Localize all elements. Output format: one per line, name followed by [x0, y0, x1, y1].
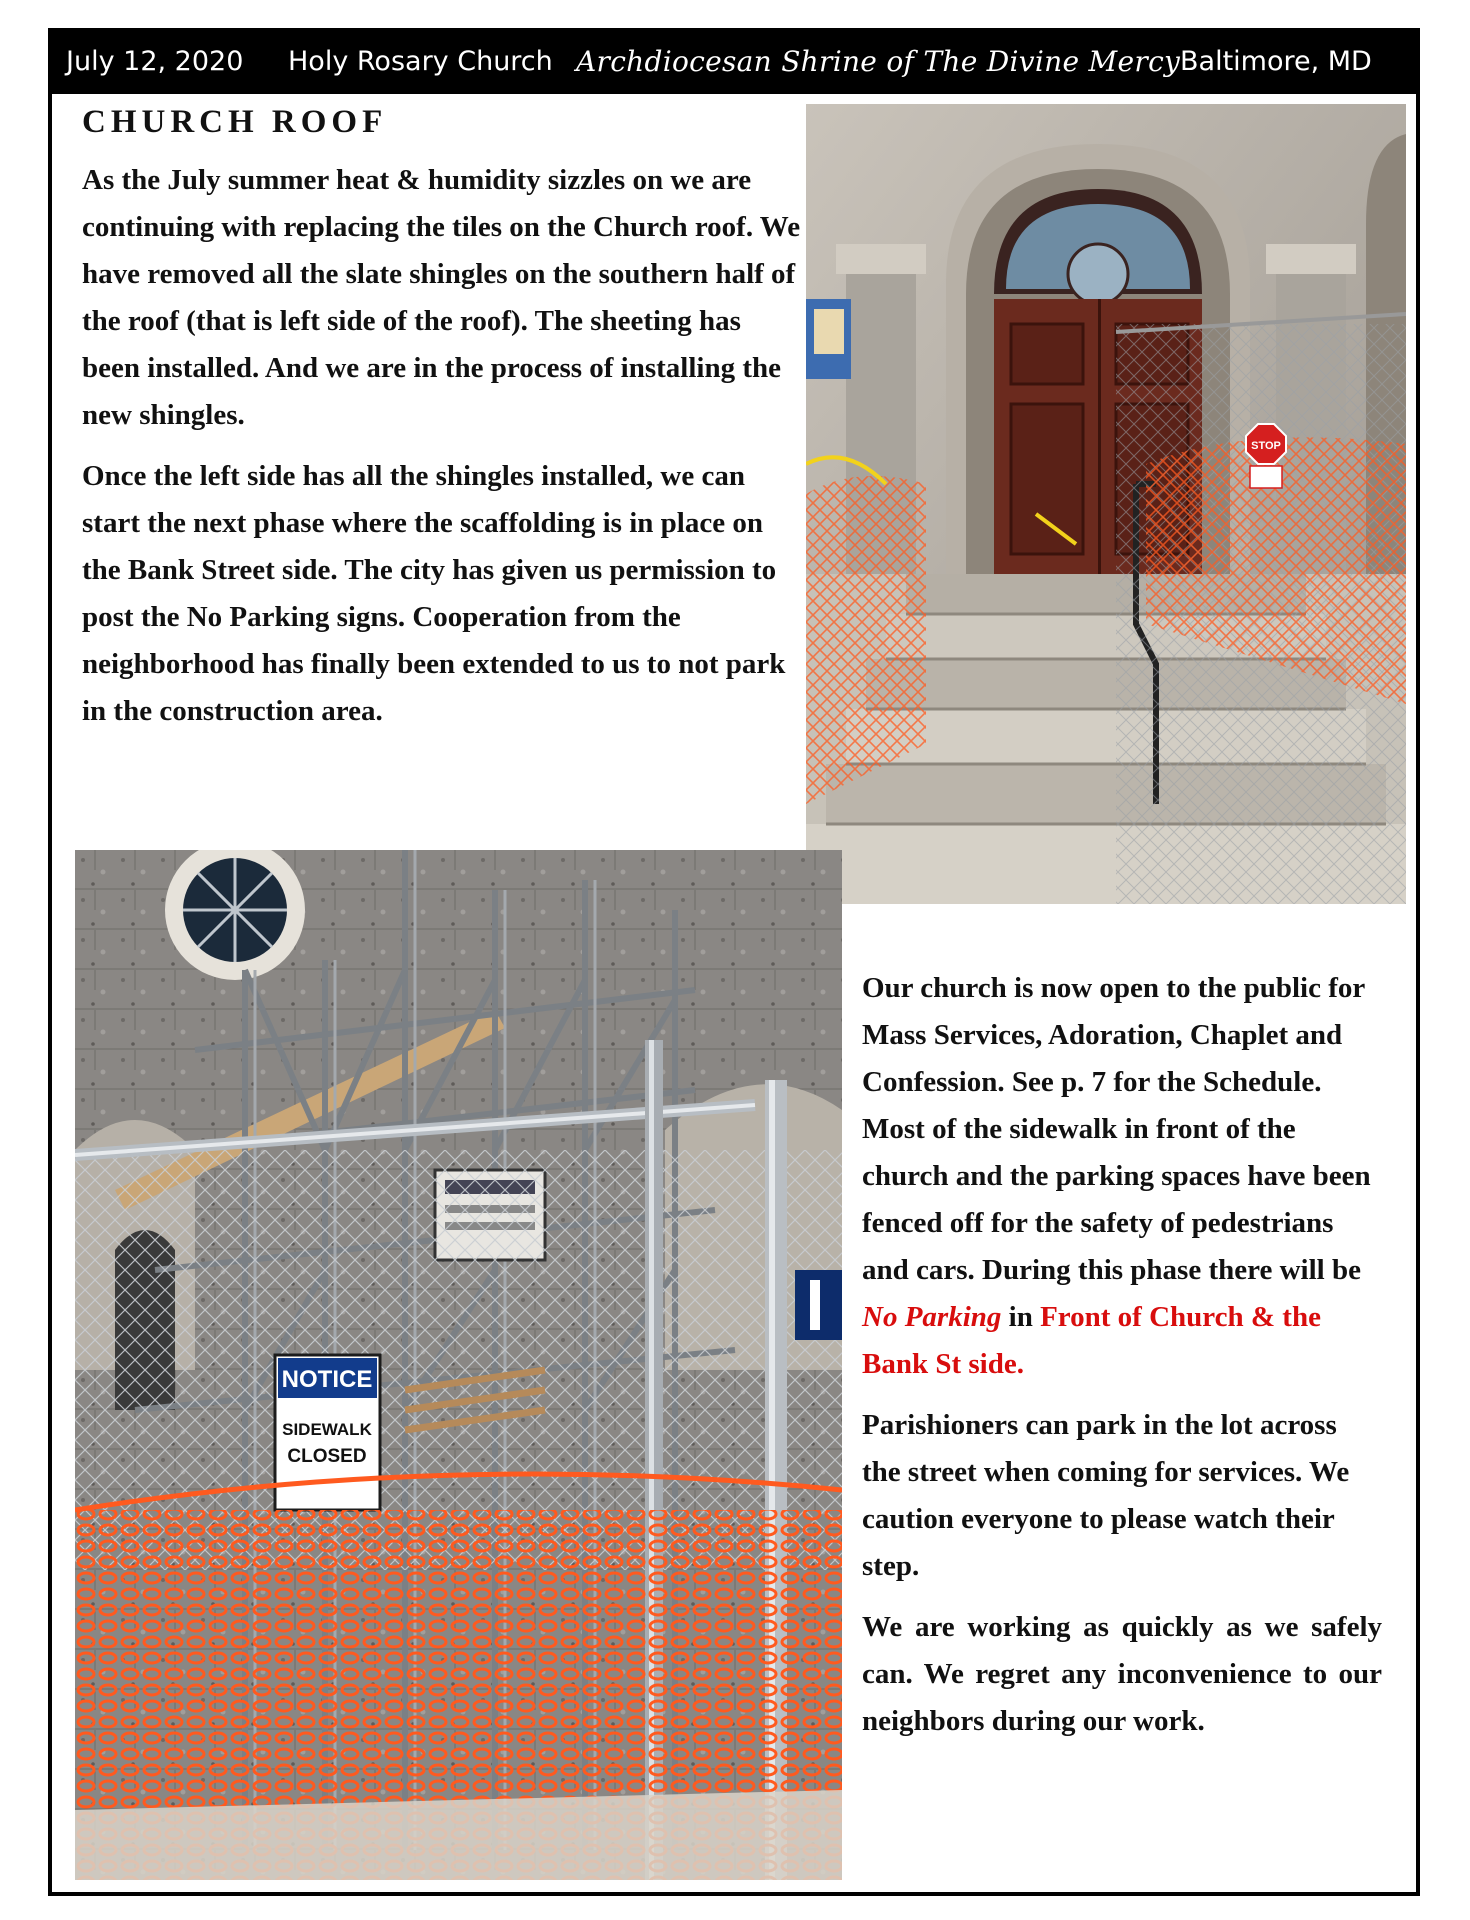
header-church-name: Holy Rosary Church [288, 45, 553, 77]
paragraph-parishioner-parking: Parishioners can park in the lot across the street when coming for services. We caution everyone to please watch their step. [862, 1409, 1350, 1582]
scaffolding-photo [75, 850, 842, 1880]
church-open-text: Our church is now open to the public for Mass Services, Adoration, Chaplet and Confession. See p. 7 for the Schedule. Most of the sidewalk in front of the church and the parking spaces have been fenced off for the safety of pedestrians and cars. During this phase there will be [862, 972, 1371, 1286]
paragraph-roof-progress: As the July summer heat & humidity sizzles on we are continuing with replacing the tiles on the Church roof. We have removed all the slate shingles on the southern half of the roof (that is left side of the roof). The sheeting has been installed. And we are in the process of installing the new shingles. [82, 164, 801, 431]
section-title: CHURCH ROOF [82, 104, 388, 140]
notice-sign-title: NOTICE [281, 1366, 373, 1393]
in-connector-text: in [1001, 1301, 1041, 1333]
header-date: July 12, 2020 [66, 45, 244, 77]
paragraph-apology: We are working as quickly as we safely can. We regret any inconvenience to our neighbors during our work. [862, 1611, 1382, 1737]
left-article-text [82, 157, 802, 749]
paragraph-church-open [862, 965, 1382, 1388]
notice-sign-line-sidewalk: SIDEWALK [282, 1420, 372, 1439]
no-parking-emphasis: No Parking [862, 1301, 1002, 1333]
stop-sign-text: STOP [1251, 440, 1281, 452]
notice-sign [275, 1355, 380, 1510]
header-shrine-name: Archdiocesan Shrine of The Divine Mercy [576, 44, 1181, 78]
right-article-text [862, 965, 1382, 1759]
header-city: Baltimore, MD [1180, 45, 1372, 77]
church-entrance-photo [806, 104, 1406, 904]
notice-sign-line-closed: CLOSED [287, 1446, 367, 1467]
paragraph-next-phase: Once the left side has all the shingles installed, we can start the next phase where the scaffolding is in place on the Bank Street side. The city has given us permission to post the No Parking signs. Cooperation from the neighborhood has finally been extended to us to not park in the construction area. [82, 460, 786, 727]
page-frame-left-border [48, 28, 52, 1896]
front-of-church-emphasis: Front of Church & the Bank St side. [862, 1301, 1321, 1380]
stop-sign-icon [1246, 424, 1286, 488]
